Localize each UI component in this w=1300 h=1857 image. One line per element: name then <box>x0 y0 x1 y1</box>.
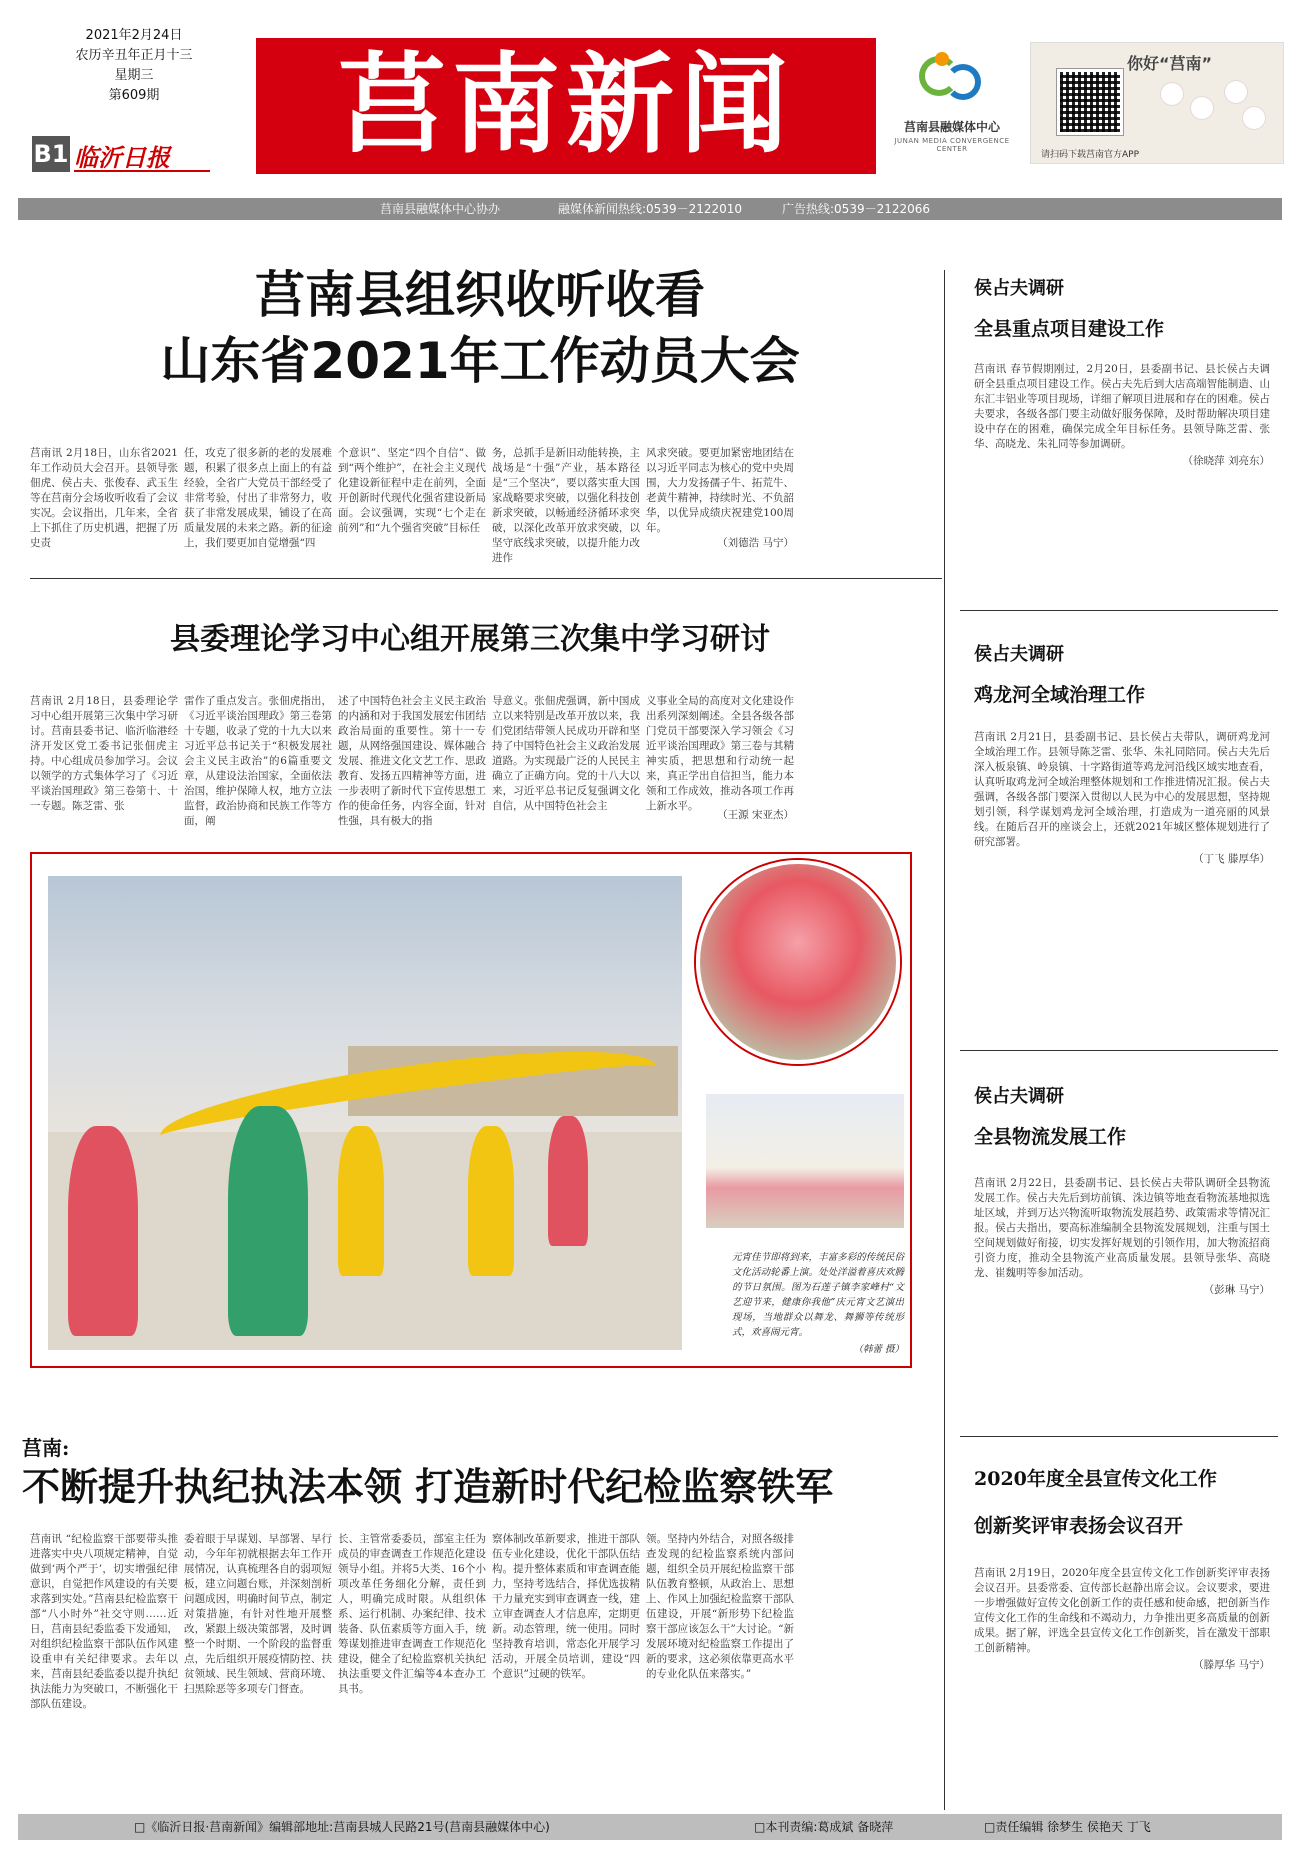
study-col-2: 雷作了重点发言。张佃虎指出，《习近平谈治国理政》第三卷第十专题，收录了党的十九大以来习近平总书记关于“积极发展社会主义民主政治”的6篇重要文章，从建设法治国家，全面依法治国，维护保障人权，地方立法监督，政治协商和民族工作等方面，阐 <box>184 695 332 827</box>
media-center-logo-icon <box>911 52 993 110</box>
sidebar-2-body <box>974 730 1270 1040</box>
ad-hotline: 广告热线:0539－2122066 <box>782 202 931 216</box>
sidebar-1-byline: （徐晓萍 刘亮东） <box>1182 455 1270 467</box>
info-bar <box>18 198 1282 220</box>
lead-byline: （刘德浩 马宁） <box>717 537 794 549</box>
sidebar-1-text: 莒南讯 春节假期刚过，2月20日，县委副书记、县长侯占夫调研全县重点项目建设工作。侯占夫先后到大店高端智能制造、山东汇丰铝业等项目现场，详细了解项目进展和存在的困难。侯占夫要求，各级各部门要主动做好服务保障，及时帮助解决项目建设中存在的困难，确保完成全年目标任务。县领导陈芝雷、张华、高晓龙、朱礼同等参加调研。 <box>974 363 1270 450</box>
sidebar-2-text: 莒南讯 2月21日，县委副书记、县长侯占夫带队，调研鸡龙河全域治理工作。县领导陈芝雷、张华、朱礼同陪同。侯占夫先后深入板泉镇、岭泉镇、十字路街道等鸡龙河沿线区域实地查看，认真听取鸡龙河全域治理整体规划和工作推进情况汇报。侯占夫强调，各级各部门要深入贯彻以人民为中心的发展思想，坚持规划引领，科学谋划鸡龙河全域治理，打造成为一道亮丽的风景线。在随后召开的座谈会上，还就2021年城区整体规划进行了研究部署。 <box>974 731 1270 848</box>
lead-col-5: 风求突破。要更加紧密地团结在以习近平同志为核心的党中央周围，大力发扬孺子牛、拓荒牛、老黄牛精神，持续时光、不负韶华，以优异成绩庆祝建党100周年。 <box>646 447 794 534</box>
sidebar-3-body <box>974 1176 1270 1412</box>
photo-caption <box>732 1250 904 1357</box>
discipline-col-4: 察体制改革新要求，推进干部队伍专业化建设，优化干部队伍结构。提升整体素质和审查调查能力，坚持考选结合，择优选拔精干力量充实到审查调查一线，建立审查调查人才信息库，定期更新。动态管理，统一使用。同时坚持教育培训，常态化开展学习活动，开展全员培训，建设“四个意识”过硬的铁军。 <box>492 1533 640 1680</box>
sidebar-2-title: 鸡龙河全域治理工作 <box>974 684 1146 706</box>
media-center-name: 莒南县融媒体中心 <box>903 120 1000 134</box>
study-col-3: 述了中国特色社会主义民主政治的内涵和对于我国发展宏伟团结政治局面的重要性。第十一专题，从网络强国建设、媒体融合发展、推进文化文艺工作、思政教育、发扬五四精神等方面，进一步表明了新时代下宣传思想工作的使命任务，内容全面，针对性强，具有极大的指 <box>338 695 486 827</box>
issue-number: 第609期 <box>108 88 160 103</box>
app-promo <box>1030 42 1284 164</box>
sidebar-1-body <box>974 362 1270 544</box>
media-center-name-en: JUNAN MEDIA CONVERGENCE CENTER <box>894 137 1010 153</box>
sidebar-divider <box>944 270 945 1810</box>
sidebar-article-1 <box>974 274 1274 341</box>
app-promo-title: 你好“莒南” <box>1127 54 1213 73</box>
page-badge: B1 <box>32 136 70 172</box>
sidebar-3-title: 全县物流发展工作 <box>974 1126 1127 1148</box>
footer-editor: □本刊责编:葛成斌 备晓萍 <box>754 1820 894 1834</box>
photo-caption-text: 元宵佳节即将到来，丰富多彩的传统民俗文化活动轮番上演。处处洋溢着喜庆欢腾的节日氛围。图为石莲子镇李家峰村“文艺迎节来，健康你我他”庆元宵文艺演出现场，当地群众以舞龙、舞狮等传统形式，欢喜闹元宵。 <box>732 1252 904 1338</box>
divider <box>960 1050 1278 1051</box>
divider <box>960 1436 1278 1437</box>
newspaper-title-box <box>256 38 876 174</box>
dragon-dance-photo[interactable] <box>48 876 682 1350</box>
sidebar-article-2 <box>974 640 1274 707</box>
divider <box>30 578 942 579</box>
organizer-text: 莒南县融媒体中心协办 <box>380 202 501 216</box>
lion-dance-photo[interactable] <box>696 860 900 1064</box>
app-promo-caption: 请扫码下载莒南官方APP <box>1041 150 1140 160</box>
flower-decoration-icon <box>1151 77 1271 137</box>
footer-duty-editor: □责任编辑 徐梦生 侯艳天 丁飞 <box>984 1820 1151 1834</box>
sidebar-4-text: 莒南讯 2月19日，2020年度全县宣传文化工作创新奖评审表扬会议召开。县委常委、宣传部长赵静出席会议。会议要求，要进一步增强做好宣传文化创新工作的责任感和使命感，把创新当作宣传文化工作的生命线和不竭动力，力争推出更多高质量的创新成果。据了解，评选全县宣传文化工作创新奖，旨在激发干部职工创新精神。 <box>974 1567 1270 1654</box>
parent-paper-logo: 临沂日报 <box>74 138 210 172</box>
discipline-kicker: 莒南: <box>22 1436 70 1460</box>
stage-performance-photo[interactable] <box>706 1094 904 1228</box>
study-headline: 县委理论学习中心组开展第三次集中学习研讨 <box>170 622 770 657</box>
study-col-5: 义事业全局的高度对文化建设作出系列深刻阐述。全县各级各部门党员干部要深入学习领会《习近平谈治国理政》第三卷与其精神实质，把思想和行动统一起来，真正学出自信担当，能力本领和工作成效，推动各项工作再上新水平。 <box>646 695 794 812</box>
lead-col-4: 务，总抓手是新旧动能转换，主战场是“十强”产业，基本路径是“三个坚决”，要以落实重大国家战略要求突破，以强化科技创新求突破，以畅通经济循环求突破，以深化改革开放求突破，以坚守底线求突破，以提升能力改进作 <box>492 447 640 564</box>
sidebar-1-kicker: 侯占夫调研 <box>974 278 1064 299</box>
discipline-col-2: 委着眼于早谋划、早部署、早行动，今年年初就根据去年工作开展情况，认真梳理各自的弱项短板，建立问题台账，并深刻剖析问题成因，明确时间节点，制定对策措施，有针对性地开展整改，紧跟上级决策部署，及时调整一个时期、一个阶段的监督重点，先后组织开展疫情防控、扶贫领域、民生领域、营商环境、扫黑除恶等多项专门督查。 <box>184 1533 332 1695</box>
date-block <box>64 26 204 106</box>
sidebar-article-4 <box>974 1464 1274 1538</box>
sidebar-3-byline: （彭琳 马宁） <box>1203 1284 1270 1296</box>
sidebar-1-title: 全县重点项目建设工作 <box>974 318 1165 340</box>
lead-col-1: 莒南讯 2月18日，山东省2021年工作动员大会召开。县领导张佃虎、侯占夫、张俊春、武玉生等在莒南分会场收听收看了会议实况。会议指出，几年来，全省上下抓住了历史机遇，把握了历史责 <box>30 447 178 549</box>
sidebar-4-byline: （滕厚华 马宁） <box>1193 1659 1270 1671</box>
study-col-4: 导意义。张佃虎强调，新中国成立以来特别是改革开放以来，我们党团结带领人民成功开辟和坚持了中国特色社会主义政治发展道路。为实现最广泛的人民民主确立了正确方向。党的十八大以来，习近平总书记反复强调文化自信，从中国特色社会主 <box>492 695 640 812</box>
lead-col-2: 任，攻克了很多新的老的发展难题，积累了很多点上面上的有益经验，全省广大党员干部经受了非常考验，付出了非常努力，收获了非常发展成果，铺设了在高质量发展的未来之路。新的征途上，我们要更加自觉增强“四 <box>184 447 332 549</box>
footer-bar <box>18 1814 1282 1840</box>
lead-headline <box>40 262 920 394</box>
lead-headline-line2: 山东省2021年工作动员大会 <box>160 332 800 390</box>
qr-code-icon[interactable] <box>1057 69 1123 135</box>
sidebar-article-3 <box>974 1082 1274 1149</box>
study-col-1: 莒南讯 2月18日，县委理论学习中心组开展第三次集中学习研讨。莒南县委书记、临沂临港经济开发区党工委书记张佃虎主持。中心组成员参加学习。会议以领学的方式集体学习了《习近平谈治国理政》第三卷第十、十一专题。陈芝雷、张 <box>30 695 178 812</box>
footer-address: □《临沂日报·莒南新闻》编辑部地址:莒南县城人民路21号(莒南县融媒体中心) <box>134 1820 550 1834</box>
masthead <box>18 22 1282 194</box>
lead-headline-line1: 莒南县组织收听收看 <box>255 266 705 324</box>
publish-date: 2021年2月24日 <box>85 28 183 43</box>
discipline-col-1: 莒南讯 “纪检监察干部要带头推进落实中央八项规定精神，自觉做到‘两个严于’，切实增强纪律意识，自觉把作风建设的有关要求落到实处。”莒南县纪检监察干部“八小时外”社交守则……近日，莒南县纪委监委下发通知，对组织纪检监察干部队伍作风建设重申有关纪律要求。去年以来，莒南县纪委监委以提升执纪执法能力为突破口，不断强化干部队伍建设。 <box>30 1533 178 1710</box>
photo-credit: （韩蕾 摄） <box>853 1344 904 1355</box>
lunar-date: 农历辛丑年正月十三 <box>75 48 193 63</box>
discipline-headline: 不断提升执纪执法本领 打造新时代纪检监察铁军 <box>22 1465 834 1509</box>
study-byline: （王源 宋亚杰） <box>717 809 794 821</box>
sidebar-2-kicker: 侯占夫调研 <box>974 644 1064 665</box>
sidebar-3-kicker: 侯占夫调研 <box>974 1086 1064 1107</box>
newspaper-title: 莒南新闻 <box>337 43 794 168</box>
photo-feature <box>30 852 912 1368</box>
discipline-col-3: 长、主管常委委员，部室主任为成员的审查调查工作规范化建设领导小组。并将5大类、16个小项改革任务细化分解，责任到人，明确完成时限。从组织体系、运行机制、办案纪律、技术装备、队伍素质等方面入手，统筹谋划推进审查调查工作规范化建设，健全了纪检监察机关执纪执法重要文件汇编等4本查办工具书。 <box>338 1533 486 1695</box>
sidebar-4-body <box>974 1566 1270 1802</box>
discipline-col-5: 领。坚持内外结合，对照各级排查发现的纪检监察系统内部问题，组织全员开展纪检监察干部队伍教育整顿，从政治上、思想上、作风上加强纪检监察干部队伍建设，开展“新形势下纪检监察干部应该怎么干”大讨论。“新发展环境对纪检监察工作提出了新的要求，这必须依靠更高水平的专业化队伍来落实。” <box>646 1533 794 1680</box>
sidebar-2-byline: （丁飞 滕厚华） <box>1193 853 1270 865</box>
sidebar-4-title2: 创新奖评审表扬会议召开 <box>974 1515 1184 1537</box>
sidebar-4-title: 2020年度全县宣传文化工作 <box>974 1468 1217 1490</box>
lead-col-3: 个意识”、坚定“四个自信”、做到“两个维护”，在社会主义现代化建设新征程中走在前列，全面开创新时代现代化强省建设新局面。会议强调，实现“七个走在前列”和“九个强省突破”目标任 <box>338 447 486 534</box>
weekday: 星期三 <box>114 68 154 83</box>
news-hotline: 融媒体新闻热线:0539－2122010 <box>558 202 743 216</box>
divider <box>960 610 1278 611</box>
sidebar-3-text: 莒南讯 2月22日，县委副书记、县长侯占夫带队调研全县物流发展工作。侯占夫先后到坊前镇、洙边镇等地查看物流基地拟选址区域，并到万达兴物流听取物流发展趋势、政策需求等情况汇报。侯占夫指出，要高标准编制全县物流发展规划，注重与国土空间规划做好衔接，切实发挥好规划的引领作用，加大物流招商引资力度，推动全县物流产业高质量发展。县领导张华、高晓龙、崔魏明等参加活动。 <box>974 1177 1270 1279</box>
media-center-logo <box>892 52 1012 172</box>
